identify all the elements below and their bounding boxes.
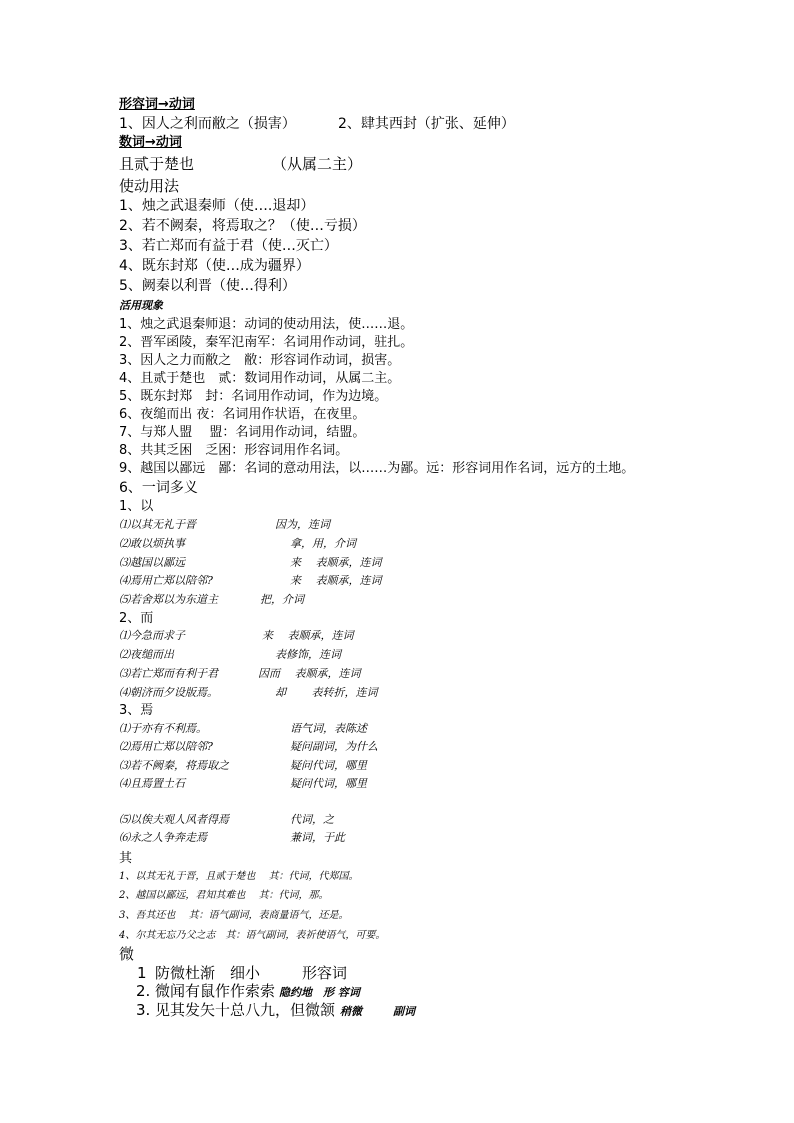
adj-example-1: 1、因人之利而敝之（损害） (119, 116, 296, 132)
yan-item-note: 疑问代词，哪里 (290, 777, 367, 790)
yan-item-note: 疑问代词，哪里 (290, 759, 367, 772)
section-header-adjective-to-verb: 形容词→动词 (119, 97, 195, 112)
causative-item: 4、既东封郑（使…成为疆界） (119, 258, 310, 274)
qi-title: 其 (119, 851, 133, 866)
yan-title: 3、焉 (119, 703, 154, 718)
usage-item: 6、夜缒而出 夜：名词用作状语，在夜里。 (119, 407, 366, 422)
qi-item: 3、吾其还也 其：语气副词，表商量语气，还是。 (119, 910, 349, 921)
wei-item-note: 稍微 (340, 1005, 362, 1018)
wei-item-number: 1 (137, 964, 147, 982)
wei-item-text: 防微杜渐 细小 (155, 964, 261, 982)
wei-item-note: 隐约地 形 容词 (279, 986, 360, 999)
er-item-text: ⑶若亡郑而有利于君 (119, 667, 218, 680)
er-item-note: 因而 表顺承，连词 (258, 667, 361, 680)
yan-item-note: 语气词，表陈述 (290, 722, 367, 735)
er-item-text: ⑷朝济而夕设版焉。 (119, 686, 218, 699)
num-example-text: 且贰于楚也 (119, 155, 195, 173)
usage-item: 7、与郑人盟 盟：名词用作动词，结盟。 (119, 425, 366, 440)
yi-item-note: 拿，用，介词 (290, 537, 356, 550)
yan-item-text: ⑷且焉置土石 (119, 777, 185, 790)
er-item-text: ⑴今急而求子 (119, 629, 185, 642)
yi-item-text: ⑴以其无礼于晋 (119, 518, 196, 531)
polysemy-title: 6、一词多义 (119, 480, 198, 496)
causative-item: 3、若亡郑而有益于君（使…灭亡） (119, 238, 338, 254)
yan-item-note: 代词，之 (290, 813, 334, 826)
qi-item: 1、以其无礼于晋，且贰于楚也 其：代词，代郑国。 (119, 871, 359, 882)
causative-item: 5、阙秦以利晋（使…得利） (119, 278, 296, 294)
er-item-text: ⑵夜缒而出 (119, 648, 174, 661)
yan-item-note: 疑问副词，为什么 (290, 740, 378, 753)
yi-item-note: 把，介词 (260, 593, 304, 606)
er-item-note: 却 表转折，连词 (275, 686, 378, 699)
yi-item-text: ⑸若舍郑以为东道主 (119, 593, 218, 606)
er-title: 2、而 (119, 611, 154, 626)
yan-item-text: ⑵焉用亡郑以陪邻? (119, 740, 213, 753)
qi-item: 2、越国以鄙远，君知其难也 其：代词，那。 (119, 890, 329, 901)
adj-example-2: 2、肆其西封（扩张、延伸） (338, 116, 515, 132)
wei-item-number: 2. (136, 982, 151, 1000)
qi-item: 4、尔其无忘乃父之志 其：语气副词，表祈使语气，可要。 (119, 930, 386, 941)
yi-item-note: 因为，连词 (275, 518, 330, 531)
causative-item: 2、若不阙秦，将焉取之？（使…亏损） (119, 218, 366, 234)
section-header-numeral-to-verb: 数词→动词 (119, 135, 182, 150)
yi-item-note: 来 表顺承，连词 (290, 574, 382, 587)
usage-title: 活用现象 (119, 299, 163, 312)
er-item-note: 来 表顺承，连词 (262, 629, 354, 642)
wei-item-text: 微闻有鼠作作索索 (155, 982, 276, 1000)
usage-item: 4、且贰于楚也 贰：数词用作动词，从属二主。 (119, 371, 401, 386)
wei-item-number: 3. (136, 1001, 151, 1019)
wei-item-note-2: 副词 (393, 1005, 415, 1018)
causative-title: 使动用法 (119, 177, 180, 195)
usage-item: 5、既东封郑 封：名词用作动词，作为边境。 (119, 389, 388, 404)
yan-item-text: ⑹永之人争奔走焉 (119, 831, 207, 844)
yan-item-text: ⑸以俟夫观人风者得焉 (119, 813, 229, 826)
yi-item-note: 来 表顺承，连词 (290, 556, 382, 569)
usage-item: 3、因人之力而敝之 敝：形容词作动词，损害。 (119, 353, 401, 368)
usage-item: 2、晋军函陵，秦军氾南军：名词用作动词，驻扎。 (119, 335, 414, 350)
usage-item: 1、烛之武退秦师退：动词的使动用法，使……退。 (119, 317, 414, 332)
causative-item: 1、烛之武退秦师（使….退却） (119, 198, 315, 214)
yan-item-text: ⑴于亦有不利焉。 (119, 722, 207, 735)
wei-title: 微 (119, 945, 135, 963)
usage-item: 8、共其乏困 乏困：形容词用作名词。 (119, 443, 349, 458)
wei-item-note: 形容词 (302, 964, 348, 982)
usage-item: 9、越国以鄙远 鄙：名词的意动用法，以……为鄙。远：形容词用作名词，远方的土地。 (119, 461, 635, 476)
yi-item-text: ⑵敢以烦执事 (119, 537, 185, 550)
yi-item-text: ⑶越国以鄙远 (119, 556, 185, 569)
yi-title: 1、以 (119, 499, 154, 514)
yan-item-text: ⑶若不阙秦，将焉取之 (119, 759, 229, 772)
yi-item-text: ⑷焉用亡郑以陪邻? (119, 574, 213, 587)
yan-item-note: 兼词，于此 (290, 831, 345, 844)
er-item-note: 表修饰，连词 (275, 648, 341, 661)
num-example-note: （从属二主） (272, 155, 363, 173)
wei-item-text: 见其发矢十总八九，但微颔 (155, 1001, 336, 1019)
